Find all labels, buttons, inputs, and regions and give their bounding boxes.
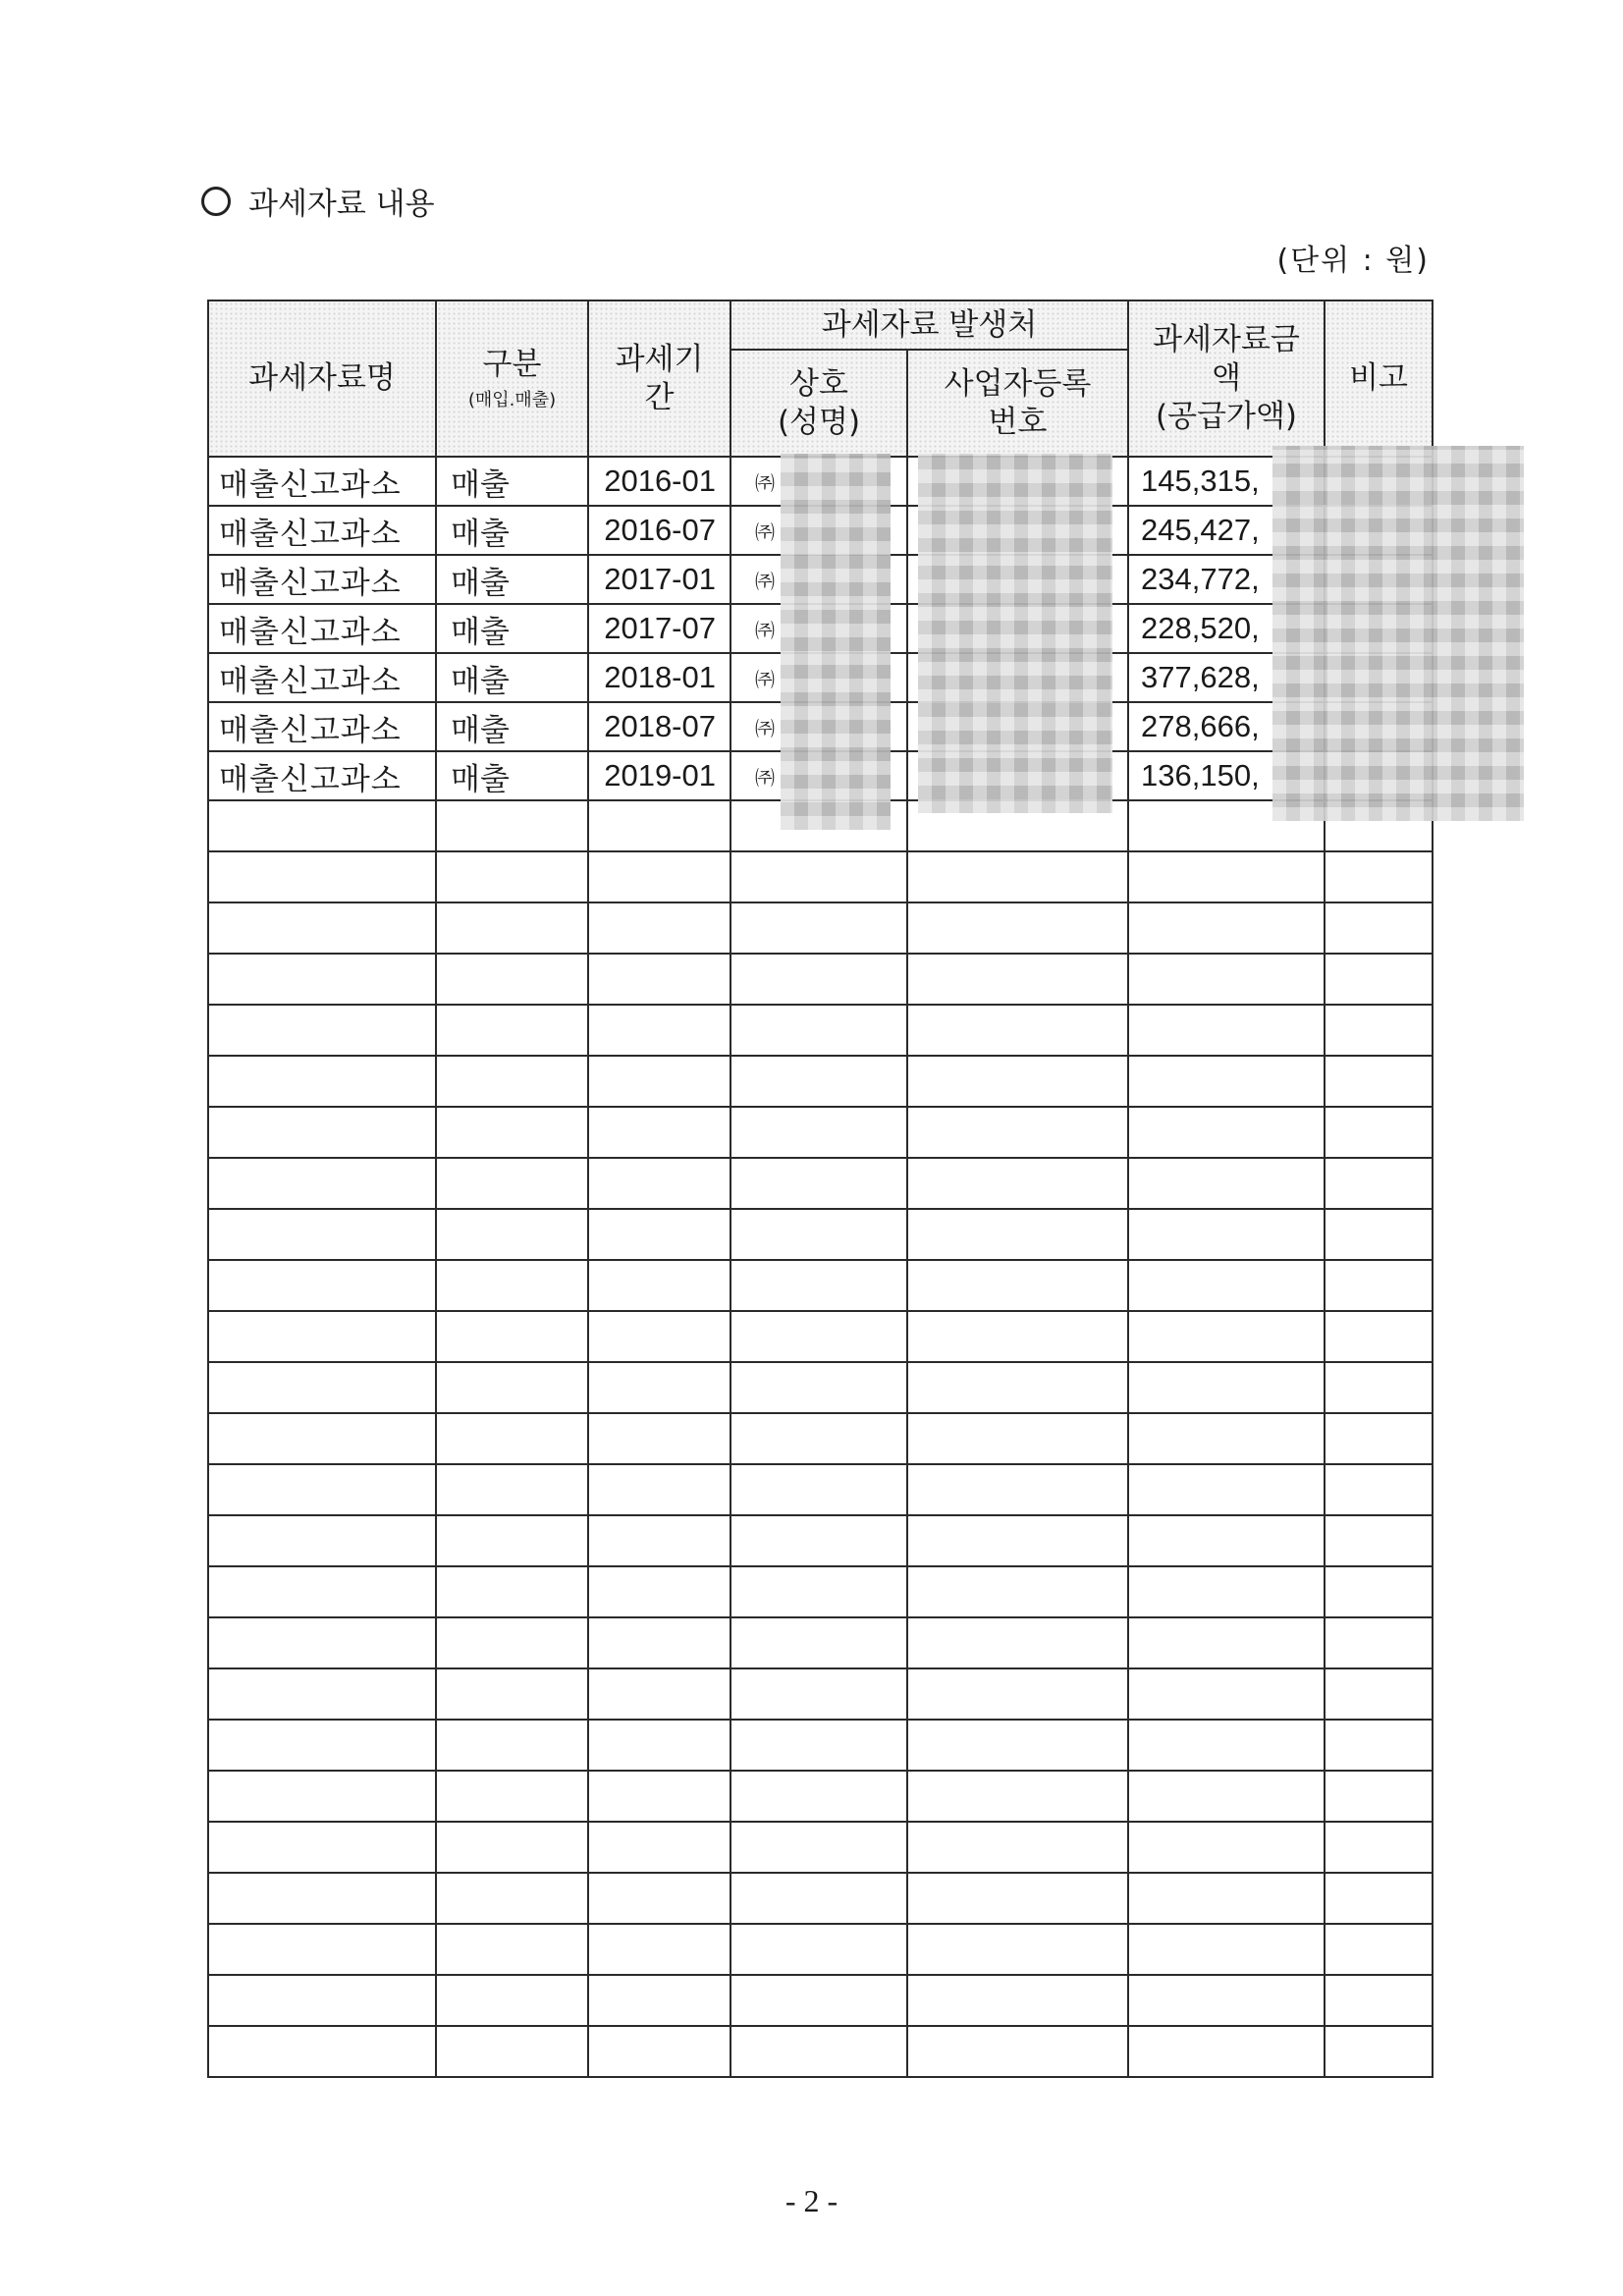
cell-remarks <box>1325 751 1433 800</box>
empty-cell <box>208 1566 436 1617</box>
empty-cell <box>907 1771 1128 1822</box>
cell-company: ㈜ <box>730 457 907 506</box>
empty-table-row <box>208 1720 1433 1771</box>
empty-cell <box>1128 902 1325 954</box>
cell-company: ㈜ <box>730 653 907 702</box>
empty-cell <box>208 1924 436 1975</box>
empty-table-row <box>208 1158 1433 1209</box>
cell-remarks <box>1325 555 1433 604</box>
empty-cell <box>1325 1362 1433 1413</box>
empty-cell <box>1325 851 1433 902</box>
empty-cell <box>1128 1311 1325 1362</box>
empty-cell <box>588 1924 730 1975</box>
empty-cell <box>208 1771 436 1822</box>
tax-data-table <box>207 300 1434 2078</box>
empty-cell <box>1128 1924 1325 1975</box>
empty-cell <box>588 1107 730 1158</box>
empty-cell <box>730 1413 907 1464</box>
cell-remarks <box>1325 457 1433 506</box>
empty-cell <box>907 1975 1128 2026</box>
cell-period: 2019-01 <box>588 751 730 800</box>
empty-cell <box>436 1311 588 1362</box>
empty-cell <box>1128 2026 1325 2077</box>
empty-cell <box>1128 1158 1325 1209</box>
cell-bizno <box>907 702 1128 751</box>
empty-cell <box>436 1260 588 1311</box>
empty-cell <box>1128 954 1325 1005</box>
empty-cell <box>208 1056 436 1107</box>
empty-cell <box>730 1668 907 1720</box>
empty-cell <box>588 1464 730 1515</box>
empty-cell <box>588 954 730 1005</box>
empty-cell <box>730 1464 907 1515</box>
empty-cell <box>907 954 1128 1005</box>
cell-company: ㈜ <box>730 604 907 653</box>
header-source: 과세자료 발생처 <box>730 301 1128 350</box>
empty-cell <box>1128 1362 1325 1413</box>
empty-cell <box>1325 1566 1433 1617</box>
cell-type: 매출 <box>436 702 588 751</box>
empty-cell <box>907 1720 1128 1771</box>
empty-table-row <box>208 1107 1433 1158</box>
empty-cell <box>730 1362 907 1413</box>
empty-cell <box>1325 1822 1433 1873</box>
table-row <box>208 457 1433 506</box>
empty-cell <box>436 1005 588 1056</box>
empty-cell <box>436 2026 588 2077</box>
cell-amount: 234,772, <box>1128 555 1325 604</box>
empty-table-row <box>208 1209 1433 1260</box>
empty-cell <box>436 1668 588 1720</box>
empty-cell <box>730 2026 907 2077</box>
empty-cell <box>208 902 436 954</box>
empty-table-row <box>208 1975 1433 2026</box>
empty-cell <box>436 1515 588 1566</box>
empty-cell <box>1128 1005 1325 1056</box>
cell-bizno <box>907 604 1128 653</box>
unit-label: (단위 : 원) <box>1276 244 1430 278</box>
empty-cell <box>1325 1413 1433 1464</box>
empty-cell <box>1128 1464 1325 1515</box>
section-heading <box>201 179 435 223</box>
empty-table-row <box>208 800 1433 851</box>
empty-cell <box>730 954 907 1005</box>
cell-period: 2018-01 <box>588 653 730 702</box>
empty-table-row <box>208 1515 1433 1566</box>
empty-cell <box>208 1975 436 2026</box>
cell-bizno <box>907 506 1128 555</box>
cell-name: 매출신고과소 <box>208 506 436 555</box>
empty-cell <box>1325 1617 1433 1668</box>
cell-bizno <box>907 751 1128 800</box>
empty-cell <box>730 800 907 851</box>
cell-name: 매출신고과소 <box>208 457 436 506</box>
header-type-label: 구분 <box>482 346 542 382</box>
empty-cell <box>907 1260 1128 1311</box>
cell-remarks <box>1325 604 1433 653</box>
empty-cell <box>730 1873 907 1924</box>
empty-table-row <box>208 1413 1433 1464</box>
empty-cell <box>730 1975 907 2026</box>
header-bizno <box>907 350 1128 457</box>
header-period <box>588 301 730 457</box>
circle-bullet-icon <box>201 187 231 216</box>
empty-cell <box>588 902 730 954</box>
cell-company: ㈜ <box>730 702 907 751</box>
table-row <box>208 751 1433 800</box>
empty-table-row <box>208 2026 1433 2077</box>
cell-amount: 278,666, <box>1128 702 1325 751</box>
empty-cell <box>907 1158 1128 1209</box>
empty-cell <box>588 1005 730 1056</box>
empty-table-row <box>208 902 1433 954</box>
empty-cell <box>1325 1311 1433 1362</box>
empty-cell <box>436 1924 588 1975</box>
cell-company: ㈜ <box>730 555 907 604</box>
cell-bizno <box>907 457 1128 506</box>
empty-cell <box>1325 1464 1433 1515</box>
empty-cell <box>1325 1873 1433 1924</box>
header-amount-line2: 액 <box>1212 360 1241 397</box>
empty-cell <box>436 1822 588 1873</box>
empty-cell <box>1128 1668 1325 1720</box>
empty-cell <box>436 1566 588 1617</box>
cell-period: 2016-01 <box>588 457 730 506</box>
empty-cell <box>730 1260 907 1311</box>
empty-cell <box>1325 1056 1433 1107</box>
empty-cell <box>588 1873 730 1924</box>
empty-cell <box>208 1617 436 1668</box>
empty-cell <box>208 1720 436 1771</box>
empty-cell <box>588 1515 730 1566</box>
empty-cell <box>1128 1515 1325 1566</box>
empty-cell <box>730 1311 907 1362</box>
empty-cell <box>907 1005 1128 1056</box>
empty-table-row <box>208 1924 1433 1975</box>
empty-cell <box>907 1515 1128 1566</box>
empty-cell <box>730 1515 907 1566</box>
empty-cell <box>907 2026 1128 2077</box>
header-company-line2: (성명) <box>777 404 861 440</box>
empty-cell <box>730 1771 907 1822</box>
empty-cell <box>208 1668 436 1720</box>
empty-cell <box>1128 1413 1325 1464</box>
empty-cell <box>730 1720 907 1771</box>
empty-cell <box>436 1771 588 1822</box>
header-type <box>436 301 588 457</box>
empty-cell <box>907 800 1128 851</box>
empty-cell <box>208 1822 436 1873</box>
empty-cell <box>208 851 436 902</box>
cell-remarks <box>1325 702 1433 751</box>
empty-cell <box>730 851 907 902</box>
empty-cell <box>907 851 1128 902</box>
empty-cell <box>436 954 588 1005</box>
empty-cell <box>907 1056 1128 1107</box>
empty-cell <box>907 1924 1128 1975</box>
empty-cell <box>1128 1975 1325 2026</box>
empty-cell <box>208 2026 436 2077</box>
header-amount-line3: (공급가액) <box>1156 398 1297 434</box>
empty-cell <box>436 851 588 902</box>
empty-cell <box>588 800 730 851</box>
cell-name: 매출신고과소 <box>208 604 436 653</box>
empty-cell <box>1128 1107 1325 1158</box>
empty-cell <box>436 1464 588 1515</box>
empty-table-row <box>208 1464 1433 1515</box>
empty-cell <box>588 1056 730 1107</box>
empty-cell <box>1325 1515 1433 1566</box>
cell-name: 매출신고과소 <box>208 702 436 751</box>
table-row <box>208 506 1433 555</box>
header-period-line2: 간 <box>644 379 675 415</box>
cell-type: 매출 <box>436 457 588 506</box>
header-remarks: 비고 <box>1325 301 1433 457</box>
empty-cell <box>588 1209 730 1260</box>
table-row <box>208 702 1433 751</box>
empty-cell <box>907 902 1128 954</box>
empty-cell <box>208 1464 436 1515</box>
cell-period: 2017-01 <box>588 555 730 604</box>
empty-cell <box>588 1413 730 1464</box>
empty-cell <box>208 1107 436 1158</box>
empty-cell <box>1325 2026 1433 2077</box>
header-amount-line1: 과세자료금 <box>1153 322 1300 358</box>
empty-cell <box>1325 1924 1433 1975</box>
empty-cell <box>1325 954 1433 1005</box>
empty-cell <box>1325 902 1433 954</box>
empty-cell <box>1325 1209 1433 1260</box>
empty-cell <box>907 1413 1128 1464</box>
empty-table-row <box>208 1617 1433 1668</box>
empty-cell <box>588 1311 730 1362</box>
header-period-line1: 과세기 <box>615 341 704 377</box>
empty-cell <box>1325 1005 1433 1056</box>
header-bizno-line1: 사업자등록 <box>944 365 1092 402</box>
cell-type: 매출 <box>436 751 588 800</box>
empty-cell <box>730 1924 907 1975</box>
empty-cell <box>436 1209 588 1260</box>
empty-cell <box>208 1413 436 1464</box>
empty-cell <box>1128 1209 1325 1260</box>
cell-company: ㈜ <box>730 506 907 555</box>
empty-table-row <box>208 1566 1433 1617</box>
empty-cell <box>1325 1975 1433 2026</box>
empty-cell <box>208 1005 436 1056</box>
table-row <box>208 653 1433 702</box>
empty-cell <box>1128 851 1325 902</box>
header-amount <box>1128 301 1325 457</box>
cell-name: 매출신고과소 <box>208 555 436 604</box>
empty-cell <box>588 851 730 902</box>
empty-cell <box>436 1720 588 1771</box>
empty-cell <box>1325 1107 1433 1158</box>
empty-table-row <box>208 1873 1433 1924</box>
cell-type: 매출 <box>436 555 588 604</box>
empty-cell <box>907 1311 1128 1362</box>
empty-cell <box>588 1362 730 1413</box>
empty-cell <box>907 1362 1128 1413</box>
empty-cell <box>1128 1822 1325 1873</box>
empty-cell <box>208 1158 436 1209</box>
empty-cell <box>1128 1617 1325 1668</box>
empty-table-row <box>208 1362 1433 1413</box>
empty-cell <box>1325 1720 1433 1771</box>
empty-cell <box>1325 1158 1433 1209</box>
empty-cell <box>1128 800 1325 851</box>
empty-cell <box>208 1873 436 1924</box>
empty-cell <box>588 1975 730 2026</box>
empty-cell <box>208 1209 436 1260</box>
empty-cell <box>588 1771 730 1822</box>
empty-table-row <box>208 1822 1433 1873</box>
empty-cell <box>588 1668 730 1720</box>
empty-cell <box>1128 1566 1325 1617</box>
empty-cell <box>907 1464 1128 1515</box>
empty-cell <box>436 1975 588 2026</box>
empty-table-row <box>208 1668 1433 1720</box>
header-name: 과세자료명 <box>208 301 436 457</box>
header-company-line1: 상호 <box>789 365 848 402</box>
empty-table-row <box>208 851 1433 902</box>
empty-cell <box>1128 1873 1325 1924</box>
cell-bizno <box>907 653 1128 702</box>
cell-name: 매출신고과소 <box>208 751 436 800</box>
empty-cell <box>1128 1771 1325 1822</box>
empty-cell <box>208 954 436 1005</box>
empty-table-row <box>208 954 1433 1005</box>
empty-cell <box>730 1056 907 1107</box>
empty-table-row <box>208 1056 1433 1107</box>
cell-period: 2016-07 <box>588 506 730 555</box>
empty-cell <box>436 1056 588 1107</box>
cell-amount: 228,520, <box>1128 604 1325 653</box>
cell-amount: 145,315, <box>1128 457 1325 506</box>
empty-cell <box>730 1209 907 1260</box>
empty-cell <box>436 800 588 851</box>
empty-cell <box>588 1566 730 1617</box>
empty-cell <box>588 1720 730 1771</box>
page-number: - 2 - <box>784 2183 839 2218</box>
empty-cell <box>1128 1720 1325 1771</box>
empty-cell <box>730 1158 907 1209</box>
cell-name: 매출신고과소 <box>208 653 436 702</box>
empty-cell <box>1325 1668 1433 1720</box>
cell-type: 매출 <box>436 653 588 702</box>
cell-company: ㈜ <box>730 751 907 800</box>
cell-period: 2018-07 <box>588 702 730 751</box>
cell-type: 매출 <box>436 506 588 555</box>
empty-cell <box>907 1209 1128 1260</box>
cell-amount: 136,150, <box>1128 751 1325 800</box>
empty-cell <box>1128 1056 1325 1107</box>
empty-cell <box>588 1260 730 1311</box>
header-company <box>730 350 907 457</box>
cell-amount: 245,427, <box>1128 506 1325 555</box>
table-row <box>208 604 1433 653</box>
cell-amount: 377,628, <box>1128 653 1325 702</box>
header-type-sub: (매입.매출) <box>467 389 557 410</box>
empty-cell <box>588 1158 730 1209</box>
empty-cell <box>208 1311 436 1362</box>
empty-cell <box>208 1260 436 1311</box>
empty-cell <box>436 1873 588 1924</box>
empty-cell <box>1325 800 1433 851</box>
cell-remarks <box>1325 653 1433 702</box>
empty-cell <box>730 1005 907 1056</box>
empty-cell <box>208 1515 436 1566</box>
cell-period: 2017-07 <box>588 604 730 653</box>
empty-cell <box>208 800 436 851</box>
empty-cell <box>907 1617 1128 1668</box>
empty-cell <box>1325 1771 1433 1822</box>
empty-table-row <box>208 1771 1433 1822</box>
empty-cell <box>436 1362 588 1413</box>
table-row <box>208 555 1433 604</box>
empty-cell <box>588 2026 730 2077</box>
empty-cell <box>730 1822 907 1873</box>
empty-cell <box>1325 1260 1433 1311</box>
empty-cell <box>588 1822 730 1873</box>
empty-table-row <box>208 1311 1433 1362</box>
empty-cell <box>436 1617 588 1668</box>
empty-cell <box>907 1873 1128 1924</box>
empty-cell <box>1128 1260 1325 1311</box>
header-bizno-line2: 번호 <box>988 404 1048 440</box>
empty-cell <box>730 902 907 954</box>
empty-cell <box>208 1362 436 1413</box>
empty-cell <box>907 1668 1128 1720</box>
empty-table-row <box>208 1260 1433 1311</box>
empty-cell <box>730 1107 907 1158</box>
empty-cell <box>436 1107 588 1158</box>
empty-table-row <box>208 1005 1433 1056</box>
section-title: 과세자료 내용 <box>248 187 435 222</box>
cell-remarks <box>1325 506 1433 555</box>
cell-bizno <box>907 555 1128 604</box>
empty-cell <box>730 1566 907 1617</box>
empty-cell <box>436 1158 588 1209</box>
empty-cell <box>730 1617 907 1668</box>
empty-cell <box>907 1822 1128 1873</box>
empty-cell <box>588 1617 730 1668</box>
empty-cell <box>907 1566 1128 1617</box>
empty-cell <box>436 902 588 954</box>
empty-cell <box>436 1413 588 1464</box>
empty-cell <box>907 1107 1128 1158</box>
cell-type: 매출 <box>436 604 588 653</box>
